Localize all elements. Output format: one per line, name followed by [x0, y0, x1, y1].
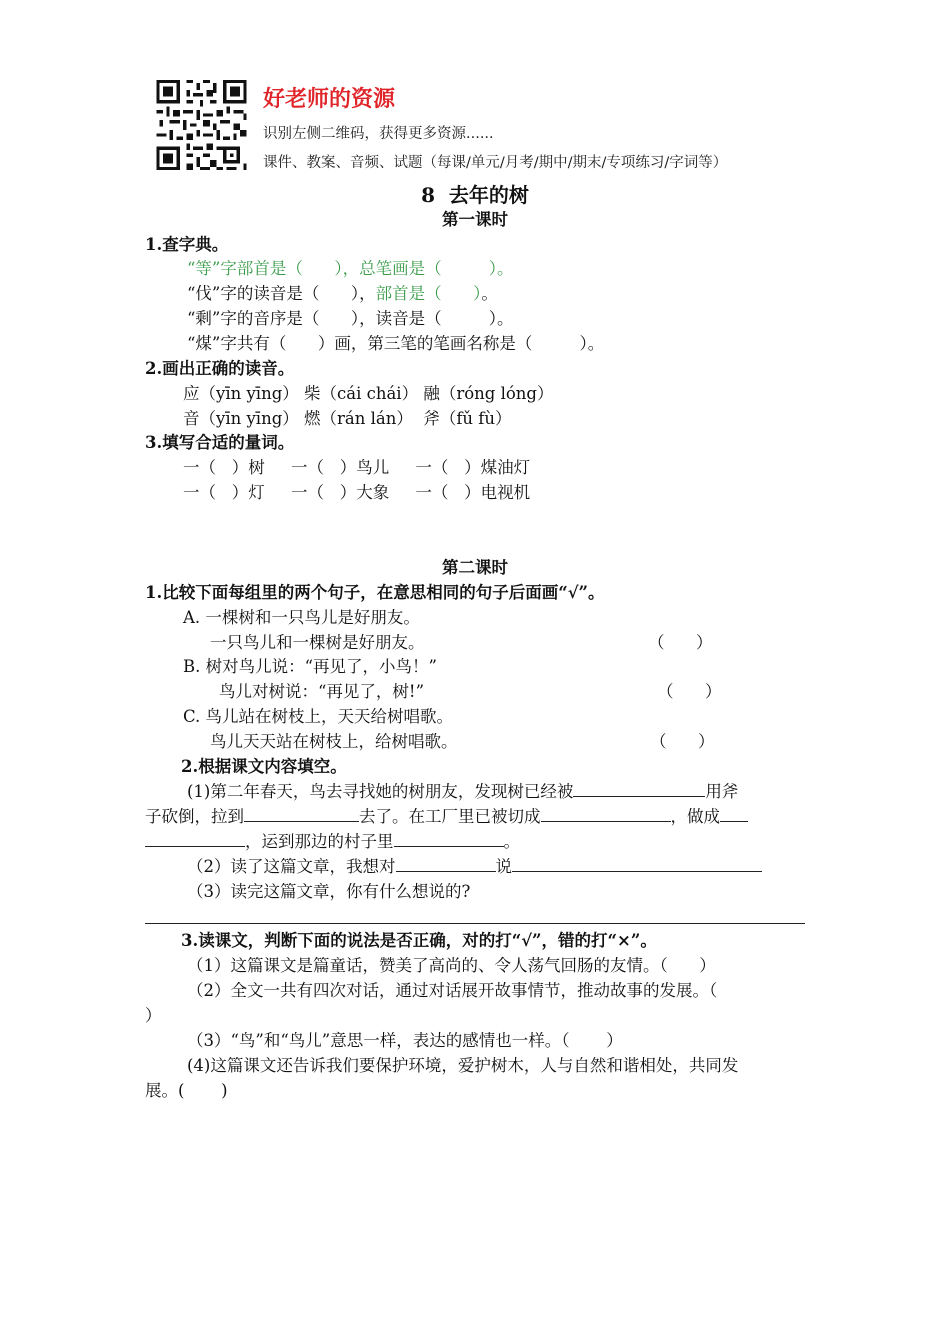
l1-q2-line2: 音（yīn yīng） 燃（rán lán） 斧（fǔ fù）	[183, 409, 512, 428]
l1-q1-line4: “煤”字共有（ ）画，第三笔的笔画名称是（ ）。	[187, 334, 605, 353]
l2-q1-b-answer[interactable]: （ ）	[657, 682, 722, 701]
l1-q1-line2	[187, 284, 498, 304]
blank-what-to-say[interactable]	[512, 857, 762, 872]
l2-q2-title: 2.根据课文内容填空。	[181, 757, 347, 776]
l2-q1-a2: 一只鸟儿和一棵树是好朋友。	[210, 633, 425, 652]
l2-q1-b1: B. 树对鸟儿说：“再见了，小鸟！”	[183, 657, 437, 676]
l1-q3-line2: 一（ ）灯 一（ ）大象 一（ ）电视机	[183, 483, 531, 502]
l1-q1-line1: “等”字部首是（ ），总笔画是（ ）。	[187, 259, 514, 278]
l2-q1-a1: A. 一棵树和一只鸟儿是好朋友。	[183, 608, 420, 627]
l2-q2-p2	[145, 807, 748, 827]
l1-q1-line2-part1: “伐”字的读音是（ ），	[187, 284, 376, 303]
l2-q2-s2-say: 说	[495, 857, 512, 876]
l2-q1-c2: 鸟儿天天站在树枝上，给树唱歌。	[210, 732, 458, 751]
blank-to-whom[interactable]	[396, 857, 496, 872]
l1-q2-title: 2.画出正确的读音。	[145, 359, 295, 378]
l2-q2-p3	[145, 832, 520, 852]
l2-q1-b2: 鸟儿对树说：“再见了，树!”	[219, 682, 425, 701]
brand-title: 好老师的资源	[263, 87, 396, 112]
l2-q3-item4: (4)这篇课文还告诉我们要保护环境，爱护树木，人与自然和谐相处，共同发	[187, 1056, 739, 1075]
l2-q2-s2-text: （2）读了这篇文章，我想对	[187, 857, 396, 876]
l2-q1-title: 1.比较下面每组里的两个句子，在意思相同的句子后面画“√”。	[145, 583, 605, 602]
blank-made-into-a[interactable]	[720, 807, 748, 822]
banner-hint: 识别左侧二维码，获得更多资源......	[263, 126, 494, 142]
l2-q2-p1-end: 用斧	[705, 782, 739, 801]
page-title: 8 去年的树	[421, 183, 529, 207]
l2-q3-item3: （3）“鸟”和“鸟儿”意思一样，表达的感情也一样。（ ）	[187, 1031, 623, 1050]
l2-q3-item4-end: 展。( )	[145, 1081, 228, 1100]
l2-q1-c1: C. 鸟儿站在树枝上，天天给树唱歌。	[183, 707, 454, 726]
l2-q3-item1: （1）这篇课文是篇童话，赞美了高尚的、令人荡气回肠的友情。（ ）	[187, 956, 716, 975]
blank-cut-by[interactable]	[573, 782, 705, 797]
l1-q3-title: 3.填写合适的量词。	[145, 433, 295, 452]
lesson2-heading: 第二课时	[442, 558, 508, 577]
l1-q1-title: 1.查字典。	[145, 235, 229, 254]
l2-q2-s2	[187, 857, 762, 877]
l2-q2-p1	[187, 782, 738, 802]
l2-q1-a-answer[interactable]: （ ）	[648, 633, 713, 652]
lesson1-heading: 第一课时	[442, 210, 508, 229]
l2-q3-item2-end: ）	[145, 1006, 162, 1025]
l2-q2-p3-end: 。	[503, 832, 520, 851]
blank-pulled-to[interactable]	[244, 807, 359, 822]
l1-q1-line2-part3: 。	[481, 284, 498, 303]
l2-q3-title: 3.读课文，判断下面的说法是否正确，对的打“√”，错的打“×”。	[181, 931, 657, 950]
l2-q2-p1-text: (1)第二年春天，鸟去寻找她的树朋友，发现树已经被	[187, 782, 574, 801]
resource-banner	[153, 76, 813, 180]
l2-q3-item2: （2）全文一共有四次对话，通过对话展开故事情节，推动故事的发展。（	[187, 981, 718, 1000]
l2-q2-p2-text1: 子砍倒，拉到	[145, 807, 244, 826]
blank-cut-into[interactable]	[541, 807, 671, 822]
l1-q1-line2-part2: 部首是（ ）	[375, 284, 482, 303]
banner-resource-list: 课件、教案、音频、试题（每课/单元/月考/期中/期末/专项练习/字词等）	[263, 155, 728, 171]
l2-q2-s3: （3）读完这篇文章，你有什么想说的?	[187, 882, 471, 901]
l1-q2-line1: 应（yīn yīng） 柴（cái chái） 融（róng lóng）	[183, 384, 554, 403]
l1-q3-line1: 一（ ）树 一（ ）鸟儿 一（ ）煤油灯	[183, 458, 531, 477]
l1-q1-line3: “剩”字的音序是（ ），读音是（ ）。	[187, 309, 514, 328]
l2-q1-c-answer[interactable]: （ ）	[650, 732, 715, 751]
blank-village[interactable]	[394, 832, 504, 847]
blank-made-into-b[interactable]	[145, 832, 245, 847]
l2-q2-p2-text2: 去了。在工厂里已被切成	[359, 807, 541, 826]
l2-q2-p3-text: ，运到那边的村子里	[245, 832, 394, 851]
answer-line[interactable]	[145, 923, 805, 924]
qr-code-icon[interactable]	[153, 76, 250, 174]
l2-q2-p2-text3: ，做成	[670, 807, 720, 826]
